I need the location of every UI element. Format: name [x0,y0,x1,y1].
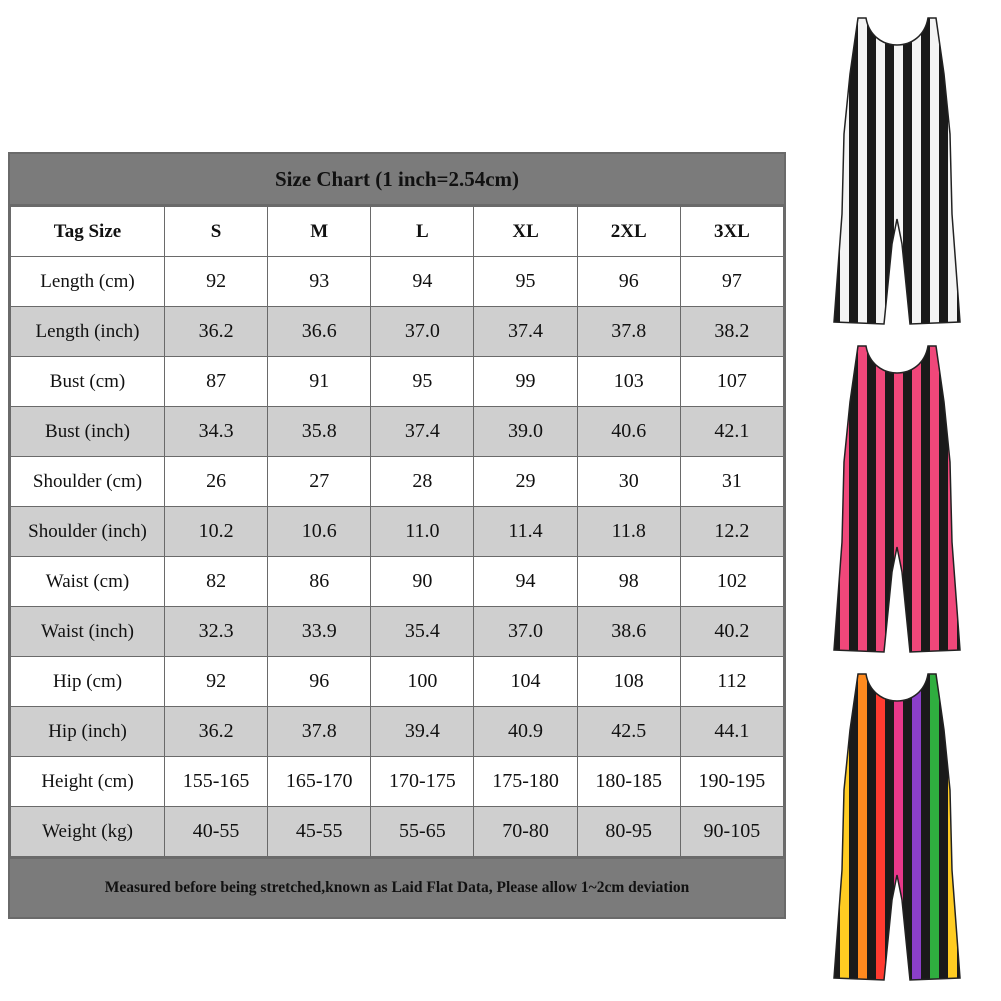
stripe [885,14,894,330]
stripe [903,14,912,330]
stripe [867,342,876,658]
stripe [885,342,894,658]
table-row [11,457,784,507]
table-cell: 26 [165,457,268,507]
table-cell: 3XL [680,207,783,257]
table-cell: 80-95 [577,807,680,857]
row-label: Length (cm) [11,257,165,307]
table-row [11,357,784,407]
table-cell: 35.4 [371,607,474,657]
stripe [966,670,972,986]
table-cell: 96 [268,657,371,707]
stripe [957,670,966,986]
table-cell: M [268,207,371,257]
table-cell: 28 [371,457,474,507]
product-image-pink [822,342,972,658]
table-cell: 90-105 [680,807,783,857]
table-cell: 35.8 [268,407,371,457]
stripe [912,670,921,986]
table-cell: 95 [474,257,577,307]
table-cell: S [165,207,268,257]
table-cell: 94 [474,557,577,607]
table-cell: 10.6 [268,507,371,557]
stripe [858,670,867,986]
stripe [894,342,903,658]
table-row [11,407,784,457]
table-cell: 40.6 [577,407,680,457]
stripe [894,14,903,330]
table-cell: 95 [371,357,474,407]
stripe [939,14,948,330]
size-chart [8,152,786,919]
table-cell: 37.0 [371,307,474,357]
stripe [930,342,939,658]
table-cell: 39.0 [474,407,577,457]
row-label: Bust (cm) [11,357,165,407]
stripe [876,14,885,330]
table-row [11,757,784,807]
row-label: Waist (cm) [11,557,165,607]
table-header-row [11,207,784,257]
stripe [921,14,930,330]
table-cell: 42.5 [577,707,680,757]
table-cell: 37.8 [577,307,680,357]
row-label: Length (inch) [11,307,165,357]
table-cell: 90 [371,557,474,607]
table-row [11,507,784,557]
table-cell: 38.2 [680,307,783,357]
stripe [921,342,930,658]
size-table [10,206,784,857]
stripe [939,342,948,658]
table-cell: 98 [577,557,680,607]
stripe [822,670,831,986]
stripe [867,670,876,986]
stripe [858,342,867,658]
table-cell: 30 [577,457,680,507]
table-cell: 155-165 [165,757,268,807]
table-row [11,657,784,707]
stripe [930,670,939,986]
stripe [921,670,930,986]
table-cell: 38.6 [577,607,680,657]
table-cell: 11.4 [474,507,577,557]
table-row [11,607,784,657]
table-cell: 175-180 [474,757,577,807]
stripe [840,14,849,330]
stripe [849,14,858,330]
measurement-note: Measured before being stretched,known as Laid Flat Data, Please allow 1~2cm deviation [10,857,784,917]
stripe [948,670,957,986]
table-cell: 40.9 [474,707,577,757]
table-cell: 37.0 [474,607,577,657]
stripe [867,14,876,330]
table-cell: 39.4 [371,707,474,757]
table-cell: 102 [680,557,783,607]
table-cell: L [371,207,474,257]
stripe [912,14,921,330]
stripe [948,14,957,330]
stripe [831,670,840,986]
stripe [858,14,867,330]
stripe [831,14,840,330]
table-cell: 36.2 [165,707,268,757]
table-cell: 104 [474,657,577,707]
table-row [11,807,784,857]
table-cell: 37.4 [371,407,474,457]
table-cell: 33.9 [268,607,371,657]
table-cell: 12.2 [680,507,783,557]
table-cell: 92 [165,257,268,307]
row-label: Shoulder (cm) [11,457,165,507]
product-image-rainbow [822,670,972,986]
table-row [11,707,784,757]
stripe [930,14,939,330]
row-label: Waist (inch) [11,607,165,657]
stripe [840,342,849,658]
product-image-black-white [822,14,972,330]
table-cell: 11.0 [371,507,474,557]
table-cell: 96 [577,257,680,307]
table-cell: 190-195 [680,757,783,807]
table-cell: 86 [268,557,371,607]
stripe [957,14,966,330]
table-cell: 112 [680,657,783,707]
table-cell: 42.1 [680,407,783,457]
table-cell: 87 [165,357,268,407]
row-label: Shoulder (inch) [11,507,165,557]
table-cell: 40.2 [680,607,783,657]
stripe [966,14,972,330]
stripe [822,342,831,658]
table-cell: 45-55 [268,807,371,857]
table-cell: XL [474,207,577,257]
row-label: Tag Size [11,207,165,257]
table-cell: 36.2 [165,307,268,357]
table-cell: 103 [577,357,680,407]
stripe [876,342,885,658]
table-cell: 37.4 [474,307,577,357]
table-cell: 31 [680,457,783,507]
table-row [11,307,784,357]
stripe [966,342,972,658]
row-label: Height (cm) [11,757,165,807]
table-cell: 93 [268,257,371,307]
stripe [948,342,957,658]
table-cell: 97 [680,257,783,307]
size-chart-title: Size Chart (1 inch=2.54cm) [10,154,784,206]
stripe [957,342,966,658]
table-cell: 40-55 [165,807,268,857]
table-cell: 37.8 [268,707,371,757]
table-cell: 91 [268,357,371,407]
table-cell: 108 [577,657,680,707]
table-cell: 99 [474,357,577,407]
table-cell: 32.3 [165,607,268,657]
table-cell: 82 [165,557,268,607]
table-cell: 11.8 [577,507,680,557]
table-row [11,557,784,607]
table-cell: 44.1 [680,707,783,757]
stripe [903,342,912,658]
row-label: Hip (inch) [11,707,165,757]
table-cell: 36.6 [268,307,371,357]
table-cell: 34.3 [165,407,268,457]
stripe [876,670,885,986]
table-cell: 107 [680,357,783,407]
table-row [11,257,784,307]
stripe [939,670,948,986]
stripe [885,670,894,986]
table-cell: 165-170 [268,757,371,807]
table-cell: 2XL [577,207,680,257]
row-label: Bust (inch) [11,407,165,457]
stripe [894,670,903,986]
table-cell: 29 [474,457,577,507]
table-cell: 27 [268,457,371,507]
stripe [849,670,858,986]
stripe [912,342,921,658]
row-label: Weight (kg) [11,807,165,857]
stripe [849,342,858,658]
row-label: Hip (cm) [11,657,165,707]
table-cell: 170-175 [371,757,474,807]
table-cell: 180-185 [577,757,680,807]
stripe [840,670,849,986]
table-cell: 100 [371,657,474,707]
table-cell: 10.2 [165,507,268,557]
table-cell: 55-65 [371,807,474,857]
table-cell: 92 [165,657,268,707]
stripe [903,670,912,986]
stripe [822,14,831,330]
stripe [831,342,840,658]
table-cell: 70-80 [474,807,577,857]
table-cell: 94 [371,257,474,307]
